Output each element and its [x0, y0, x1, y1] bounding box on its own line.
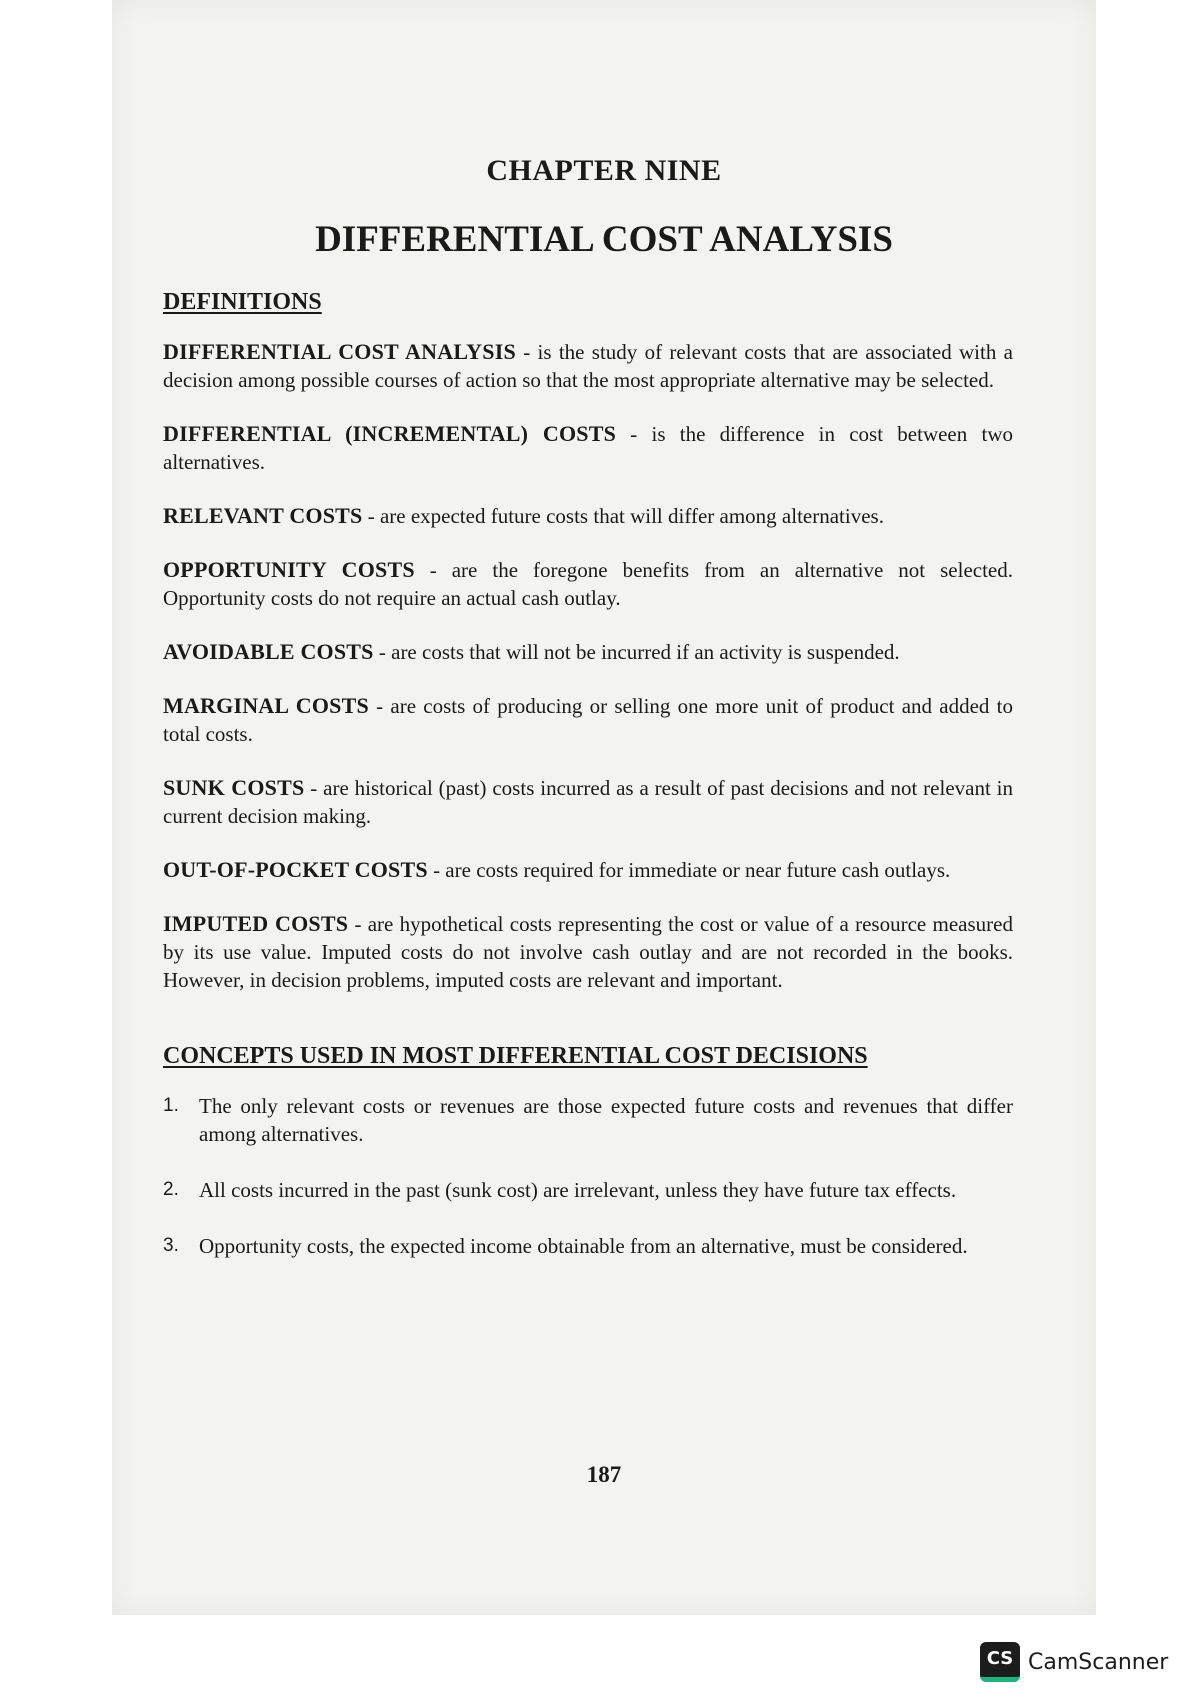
definition-item — [163, 420, 1013, 476]
page-number: 187 — [586, 1462, 622, 1487]
chapter-label: CHAPTER NINE — [486, 154, 722, 187]
definition-item — [163, 856, 1013, 884]
definition-term: IMPUTED COSTS — [163, 911, 349, 936]
definition-term: RELEVANT COSTS — [163, 503, 363, 528]
list-item-text: Opportunity costs, the expected income obtainable from an alternative, must be considered. — [199, 1234, 968, 1258]
definition-term: DIFFERENTIAL COST ANALYSIS — [163, 339, 516, 364]
list-item-number: 2. — [163, 1179, 179, 1200]
list-item — [163, 1092, 1013, 1148]
definition-item — [163, 774, 1013, 830]
page-content — [163, 288, 1013, 1288]
definition-text: - are costs of producing or selling one more unit of product and added to total costs. — [163, 694, 1013, 746]
list-item-number: 3. — [163, 1235, 179, 1256]
definition-text: - are costs required for immediate or near future cash outlays. — [427, 858, 951, 882]
camscanner-watermark — [980, 1640, 1168, 1684]
definition-term: SUNK COSTS — [163, 775, 305, 800]
concepts-heading: CONCEPTS USED IN MOST DIFFERENTIAL COST DECISIONS — [163, 1043, 868, 1069]
list-item — [163, 1232, 1013, 1260]
definition-item — [163, 338, 1013, 394]
definition-text: - are historical (past) costs incurred as a result of past decisions and not relevant in current decision making. — [163, 776, 1014, 828]
definition-item — [163, 910, 1013, 994]
list-item-text: The only relevant costs or revenues are those expected future costs and revenues that differ among alternatives. — [199, 1094, 1013, 1146]
definition-term: OPPORTUNITY COSTS — [163, 557, 415, 582]
definition-term: AVOIDABLE COSTS — [163, 639, 374, 664]
camscanner-name: CamScanner — [1028, 1649, 1169, 1675]
definitions-heading: DEFINITIONS — [163, 289, 322, 315]
definition-item — [163, 692, 1013, 748]
definition-term: DIFFERENTIAL (INCREMENTAL) COSTS — [163, 421, 617, 446]
definition-item — [163, 556, 1013, 612]
definition-text: - is the difference in cost between two alternatives. — [163, 422, 1013, 474]
list-item-number: 1. — [163, 1095, 179, 1116]
definition-text: - is the study of relevant costs that are associated with a decision among possible courses of action so that the most appropriate alternative may be selected. — [163, 340, 1013, 392]
definition-item — [163, 638, 1013, 666]
page-title: DIFFERENTIAL COST ANALYSIS — [315, 219, 893, 260]
list-item — [163, 1176, 1013, 1204]
definition-text: - are the foregone benefits from an alternative not selected. Opportunity costs do not require an actual cash outlay. — [163, 558, 1013, 610]
definition-term: MARGINAL COSTS — [163, 693, 369, 718]
definition-text: - are costs that will not be incurred if an activity is suspended. — [373, 640, 900, 664]
list-item-text: All costs incurred in the past (sunk cost) are irrelevant, unless they have future tax effects. — [199, 1178, 957, 1202]
definition-term: OUT-OF-POCKET COSTS — [163, 857, 428, 882]
definition-item — [163, 502, 1013, 530]
definition-text: - are hypothetical costs representing the cost or value of a resource measured by its use value. Imputed costs do not involve cash outlay and are not recorded in the books. However, in decision problems, imputed costs are relevant and important. — [163, 912, 1013, 992]
camscanner-logo-icon: CS — [980, 1642, 1020, 1682]
concepts-list — [163, 1092, 1013, 1260]
definition-text: - are expected future costs that will differ among alternatives. — [362, 504, 884, 528]
